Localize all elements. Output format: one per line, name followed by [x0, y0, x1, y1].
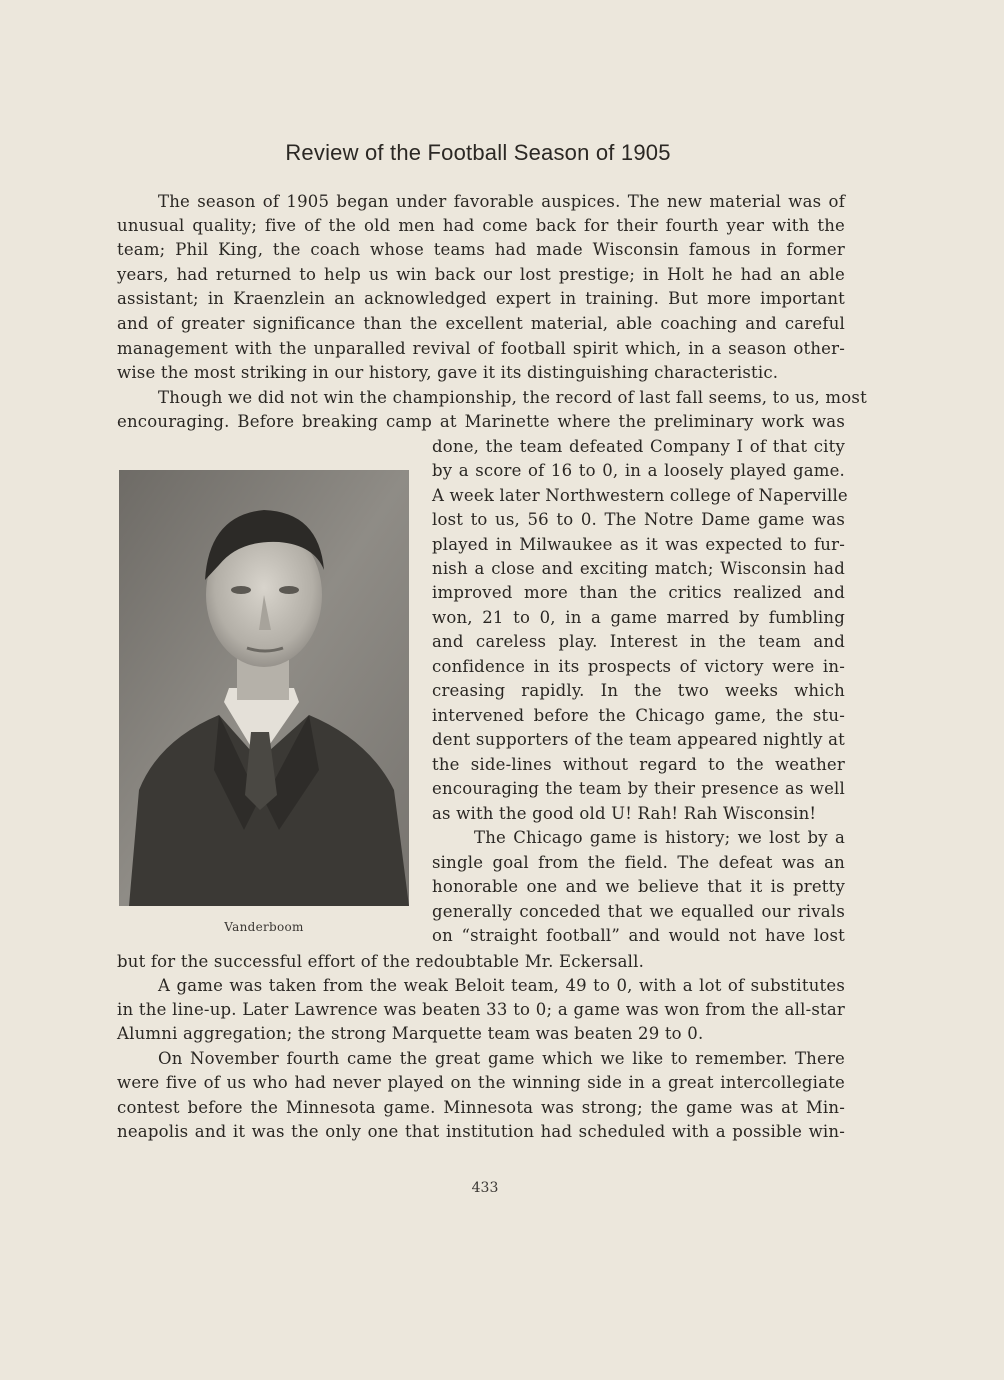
text-line: as with the good old U! Rah! Rah Wisconsin!	[432, 804, 817, 823]
text-line: were five of us who had never played on the winning side in a great intercollegiate	[117, 1073, 845, 1092]
text-line: played in Milwaukee as it was expected to fur-	[432, 535, 845, 554]
text-line: encouraging. Before breaking camp at Marinette where the preliminary work was	[117, 412, 845, 431]
text-line: years, had returned to help us win back our lost prestige; in Holt he had an able	[117, 265, 845, 284]
text-line: improved more than the critics realized and	[432, 583, 845, 602]
text-line: On November fourth came the great game which we like to remember. There	[158, 1049, 845, 1068]
text-line: single goal from the field. The defeat was an	[432, 853, 845, 872]
page-title: Review of the Football Season of 1905	[285, 140, 671, 165]
text-line: on “straight football” and would not have lost	[432, 926, 845, 945]
text-line: team; Phil King, the coach whose teams had made Wisconsin famous in former	[117, 240, 845, 259]
text-line: generally conceded that we equalled our rivals	[432, 902, 845, 921]
text-line: A week later Northwestern college of Naperville	[432, 486, 848, 505]
text-line: management with the unparalled revival of football spirit which, in a season other-	[117, 339, 845, 358]
text-line: in the line-up. Later Lawrence was beaten 33 to 0; a game was won from the all-star	[117, 1000, 845, 1019]
text-line: confidence in its prospects of victory were in-	[432, 657, 845, 676]
text-line: creasing rapidly. In the two weeks which	[432, 681, 845, 700]
text-line: wise the most striking in our history, gave it its distinguishing characteristic.	[117, 363, 779, 382]
text-line: honorable one and we believe that it is pretty	[432, 877, 845, 896]
photo-caption: Vanderboom	[224, 920, 304, 934]
text-line: neapolis and it was the only one that institution had scheduled with a possible win-	[117, 1122, 845, 1141]
text-line: won, 21 to 0, in a game marred by fumbling	[432, 608, 845, 627]
text-line: lost to us, 56 to 0. The Notre Dame game was	[432, 510, 845, 529]
text-line: The season of 1905 began under favorable auspices. The new material was of	[158, 192, 845, 211]
text-line: done, the team defeated Company I of that city	[432, 437, 845, 456]
text-line: The Chicago game is history; we lost by a	[474, 828, 845, 847]
text-line: encouraging the team by their presence as well	[432, 779, 845, 798]
text-line: A game was taken from the weak Beloit team, 49 to 0, with a lot of substitutes	[158, 976, 845, 995]
text-line: unusual quality; five of the old men had come back for their fourth year with the	[117, 216, 845, 235]
text-line: dent supporters of the team appeared nightly at	[432, 730, 845, 749]
text-line: contest before the Minnesota game. Minnesota was strong; the game was at Min-	[117, 1098, 845, 1117]
text-line: and careless play. Interest in the team and	[432, 632, 845, 651]
text-line: intervened before the Chicago game, the stu-	[432, 706, 845, 725]
text-line: but for the successful effort of the redoubtable Mr. Eckersall.	[117, 952, 645, 971]
text-line: by a score of 16 to 0, in a loosely played game.	[432, 461, 845, 480]
portrait-photo	[119, 470, 409, 906]
text-line: the side-lines without regard to the weather	[432, 755, 845, 774]
text-line: Alumni aggregation; the strong Marquette team was beaten 29 to 0.	[117, 1024, 704, 1043]
page-number: 433	[471, 1180, 499, 1196]
text-line: nish a close and exciting match; Wisconsin had	[432, 559, 845, 578]
portrait-image	[119, 470, 409, 906]
text-line: assistant; in Kraenzlein an acknowledged expert in training. But more important	[117, 289, 845, 308]
text-line: Though we did not win the championship, the record of last fall seems, to us, most	[158, 388, 867, 407]
text-line: and of greater significance than the excellent material, able coaching and careful	[117, 314, 845, 333]
